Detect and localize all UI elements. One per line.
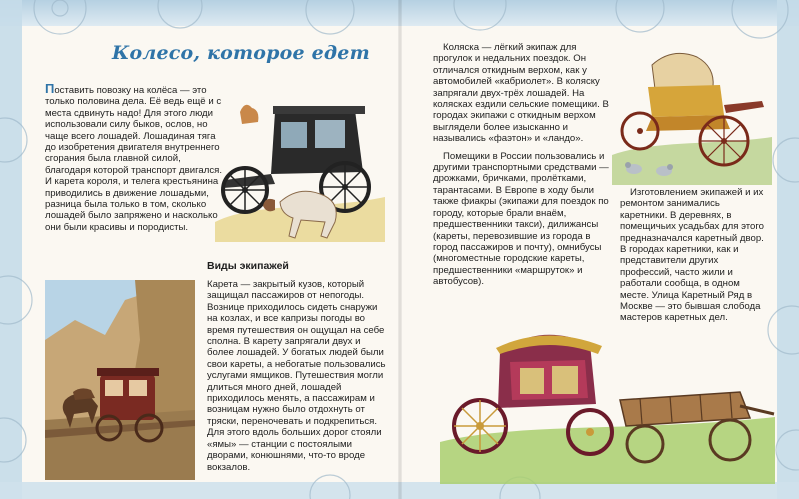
page-title: Колесо, которое едет (112, 42, 370, 64)
pomeshiki-paragraph: Помещики в России пользовались и другими транспортными средствами — дрожками, бричками, пролётками, тарантасами. В Европе в ходу были также фиакры (экипажи для поездок по городу, которые брали внаём, предшественники такси), дилижансы (кареты, перевозившие из города в город пассажиров и почту), омнибусы (многоместные городские кареты, предшественники «маршруток» и автобусов). (433, 150, 609, 288)
stagecoach-canyon-illustration (45, 280, 195, 480)
intro-text: оставить повозку на колёса — это только половина дела. Её ведь ещё и с места сдвинуть надо! Для этого люди использовали силу быков, ослов, но чаще всего лошадей. Лошадиная тяга до изобретения двигателя внутреннего сгорания была главной силой, благодаря которой транспорт двигался. И карета короля, и телега крестьянина приводились в движение лошадьми, разница была только в том, сколько лошадей было запряжено и насколько они были красивы и породисты. (45, 85, 222, 233)
royal-carriage-and-cart-illustration (440, 322, 775, 484)
yellow-carriage-illustration (612, 45, 772, 185)
koliaska-paragraph: Коляска — лёгкий экипаж для прогулок и недальних поездок. Он отличался откидным верхом, как у автомобилей «кабриолет». В коляску запрягали двух-трёх лошадей. На колясках ездили сельские помещики. В городах экипажи с откидным верхом выглядели более изысканно и назывались «фаэтон» и «ландо». (433, 42, 609, 145)
intro-paragraph (45, 83, 222, 233)
page-gutter (398, 0, 402, 499)
drop-cap: П (45, 81, 55, 96)
section-subheading: Виды экипажей (207, 260, 289, 272)
kareta-paragraph: Карета — закрытый кузов, который защищал пассажиров от непогоды. Вознице приходилось сидеть снаружи на козлах, и все капризы погоды во время путешествия он ощущал на себе сполна. В карету запрягали двух и более лошадей. У богатых людей были свои кареты, а небогатые пользовались услугами ямщиков. Путешествия могли длиться много дней, лошадей приходилось менять, а пассажирам и возницам нужно было отдохнуть от тряски, переночевать и подкрепиться. Для этого вдоль больших дорог стояли «ямы» — станции с постоялыми дворами, конюшнями, что-то вроде вокзалов. (207, 279, 386, 473)
black-carriage-illustration (205, 92, 395, 247)
masters-paragraph: Изготовлением экипажей и их ремонтом занимались каретники. В деревнях, в помещичьих усадьбах для этого предназначался каретный двор. В городах каретники, как и представители других профессий, часто жили и работали сообща, в одном месте. Улица Каретный Ряд в Москве — это бывшая слобода мастеров каретных дел. (620, 187, 765, 324)
koliaska-column (433, 42, 613, 288)
